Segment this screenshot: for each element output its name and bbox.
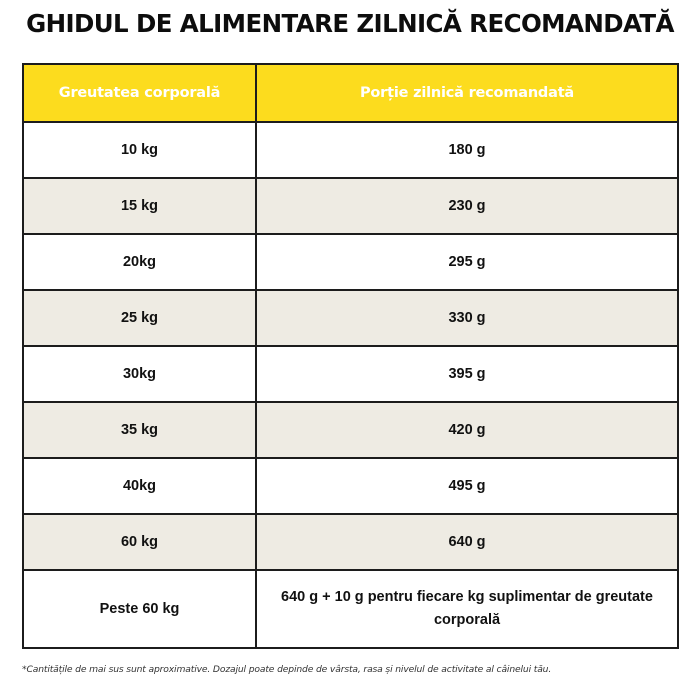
table-row xyxy=(23,178,678,234)
portion-cell: 640 g + 10 g pentru fiecare kg suplimentar de greutate corporală xyxy=(256,570,678,648)
weight-cell: 40kg xyxy=(23,458,256,514)
table-row xyxy=(23,234,678,290)
weight-cell: 25 kg xyxy=(23,290,256,346)
portion-cell: 495 g xyxy=(256,458,678,514)
weight-cell: 35 kg xyxy=(23,402,256,458)
weight-cell: 60 kg xyxy=(23,514,256,570)
footnote: *Cantitățile de mai sus sunt aproximative. Dozajul poate depinde de vârsta, rasa și nivelul de activitate al câinelui tău. xyxy=(22,664,552,675)
table-row xyxy=(23,122,678,178)
weight-cell: Peste 60 kg xyxy=(23,570,256,648)
table-row xyxy=(23,290,678,346)
table-header-row xyxy=(23,64,678,122)
portion-cell: 420 g xyxy=(256,402,678,458)
weight-cell: 30kg xyxy=(23,346,256,402)
column-header-body-weight: Greutatea corporală xyxy=(23,64,256,122)
weight-cell: 20kg xyxy=(23,234,256,290)
table-row xyxy=(23,458,678,514)
table-row xyxy=(23,346,678,402)
portion-cell: 330 g xyxy=(256,290,678,346)
column-header-daily-portion: Porție zilnică recomandată xyxy=(256,64,678,122)
page-title: GHIDUL DE ALIMENTARE ZILNICĂ RECOMANDATĂ xyxy=(26,9,674,38)
weight-cell: 10 kg xyxy=(23,122,256,178)
portion-cell: 640 g xyxy=(256,514,678,570)
table-row xyxy=(23,570,678,648)
table-row xyxy=(23,402,678,458)
portion-cell: 230 g xyxy=(256,178,678,234)
portion-cell: 295 g xyxy=(256,234,678,290)
portion-cell: 180 g xyxy=(256,122,678,178)
portion-cell: 395 g xyxy=(256,346,678,402)
weight-cell: 15 kg xyxy=(23,178,256,234)
feeding-guide-table xyxy=(22,63,679,649)
table-row xyxy=(23,514,678,570)
